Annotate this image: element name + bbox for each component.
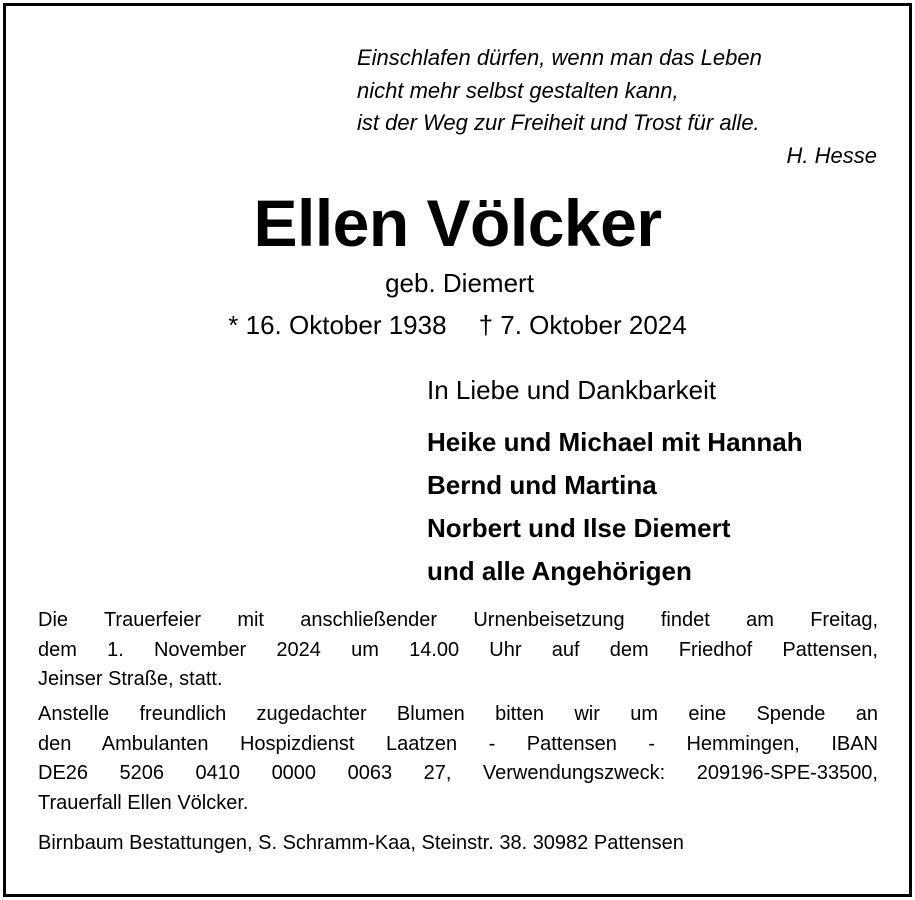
notice-line: dem 1. November 2024 um 14.00 Uhr auf dem Friedhof Pattensen, xyxy=(38,638,878,661)
quote-line: Einschlafen dürfen, wenn man das Leben xyxy=(357,45,762,70)
life-dates xyxy=(0,305,915,345)
undertaker-info: Birnbaum Bestattungen, S. Schramm-Kaa, Steinstr. 38. 30982 Pattensen xyxy=(38,832,684,854)
mourner-entry: Heike und Michael mit Hannah xyxy=(427,427,803,457)
mourners-list xyxy=(427,421,803,593)
quote-line: ist der Weg zur Freiheit und Trost für alle. xyxy=(357,110,760,135)
notice-line: Jeinser Straße, statt. xyxy=(38,668,223,690)
notice-line: Die Trauerfeier mit anschließender Urnenbeisetzung findet am Freitag, xyxy=(38,609,878,631)
donation-line: Anstelle freundlich zugedachter Blumen bitten wir um eine Spende an xyxy=(38,703,878,725)
quote-line: nicht mehr selbst gestalten kann, xyxy=(357,77,679,103)
deceased-name: Ellen Völcker xyxy=(253,186,662,260)
birth-date: * 16. Oktober 1938 xyxy=(228,310,447,340)
death-date: † 7. Oktober 2024 xyxy=(478,310,687,340)
maiden-name: geb. Diemert xyxy=(385,268,534,298)
hesse-quote xyxy=(357,42,877,172)
funeral-notice xyxy=(38,606,878,695)
donation-line: DE26 5206 0410 0000 0063 27, Verwendungszweck: 209196-SPE-33500, xyxy=(38,762,878,784)
dedication: In Liebe und Dankbarkeit xyxy=(427,375,717,405)
donation-line: den Ambulanten Hospizdienst Laatzen - Pattensen - Hemmingen, IBAN xyxy=(38,732,878,755)
mourner-entry: Norbert und Ilse Diemert xyxy=(427,513,731,543)
donation-line: Trauerfall Ellen Völcker. xyxy=(38,791,249,814)
mourner-entry: und alle Angehörigen xyxy=(427,556,692,586)
quote-author: H. Hesse xyxy=(786,142,877,168)
donation-request xyxy=(38,700,878,818)
mourner-entry: Bernd und Martina xyxy=(427,470,657,500)
